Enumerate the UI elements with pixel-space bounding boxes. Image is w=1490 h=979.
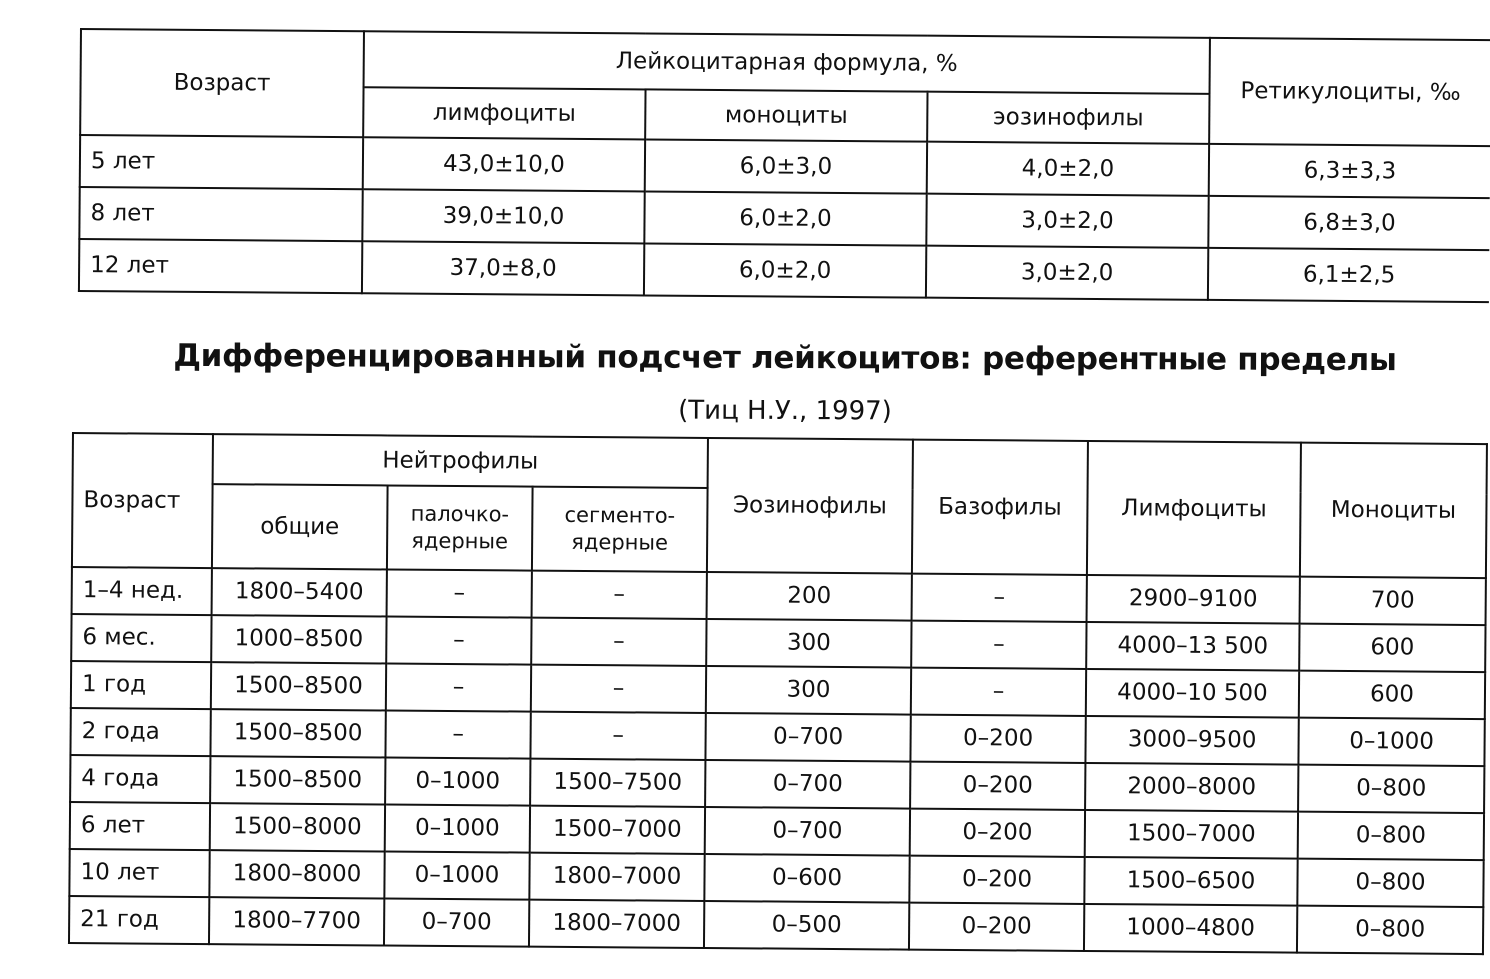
cell-age: 5 лет xyxy=(80,135,363,189)
cell-eosinophils: 0–600 xyxy=(704,854,909,903)
cell-neutrophils-total: 1500–8500 xyxy=(210,709,385,757)
cell-age: 1 год xyxy=(71,661,211,709)
header-monocytes: Моноциты xyxy=(1300,443,1487,578)
cell-eosinophils: 300 xyxy=(706,666,911,715)
cell-lymphocytes: 37,0±8,0 xyxy=(362,241,644,295)
cell-neutrophils-total: 1800–5400 xyxy=(212,568,387,616)
cell-lymphocytes: 43,0±10,0 xyxy=(363,137,645,191)
cell-eosinophils: 200 xyxy=(707,572,912,621)
cell-monocytes: 0–800 xyxy=(1298,765,1484,813)
header-age: Возраст xyxy=(80,29,364,137)
cell-reticulocytes: 6,8±3,0 xyxy=(1208,196,1489,250)
cell-lymphocytes: 1000–4800 xyxy=(1084,904,1297,953)
cell-reticulocytes: 6,1±2,5 xyxy=(1208,248,1489,302)
cell-monocytes: 600 xyxy=(1299,624,1485,672)
cell-neutrophils-total: 1500–8500 xyxy=(211,662,386,710)
header-neutrophils-segmented xyxy=(532,487,708,572)
cell-monocytes: 700 xyxy=(1300,577,1486,625)
cell-basophils: 0–200 xyxy=(910,809,1085,857)
section-title: Дифференцированный подсчет лейкоцитов: референтные пределы xyxy=(173,337,1397,379)
cell-age: 6 лет xyxy=(70,802,210,850)
cell-neutrophils-segmented: 1500–7000 xyxy=(530,806,705,854)
header-neutrophils-band xyxy=(387,485,533,570)
header-neutrophils-total: общие xyxy=(212,484,388,569)
cell-neutrophils-segmented: 1500–7500 xyxy=(530,759,705,807)
cell-lymphocytes: 2000–8000 xyxy=(1085,763,1298,812)
cell-neutrophils-total: 1500–8000 xyxy=(210,803,385,851)
cell-eosinophils: 300 xyxy=(706,619,911,668)
cell-eosinophils: 4,0±2,0 xyxy=(927,142,1209,196)
section-subtitle: (Тиц Н.У., 1997) xyxy=(678,395,892,427)
cell-neutrophils-segmented: – xyxy=(531,665,706,713)
cell-basophils: – xyxy=(911,668,1086,716)
cell-neutrophils-band: – xyxy=(387,569,532,617)
cell-neutrophils-total: 1800–7700 xyxy=(209,897,384,945)
cell-basophils: 0–200 xyxy=(910,762,1085,810)
header-eosinophils: эозинофилы xyxy=(927,92,1209,144)
cell-monocytes: 0–1000 xyxy=(1298,718,1484,766)
header-age: Возраст xyxy=(72,433,213,568)
cell-neutrophils-band: 0–1000 xyxy=(384,851,529,899)
cell-basophils: 0–200 xyxy=(909,903,1084,951)
cell-basophils: 0–200 xyxy=(910,715,1085,763)
header-lymphocytes: Лимфоциты xyxy=(1087,441,1301,577)
header-band-line2: ядерные xyxy=(411,528,509,554)
cell-neutrophils-band: – xyxy=(385,710,530,758)
cell-neutrophils-segmented: – xyxy=(530,712,705,760)
cell-eosinophils: 3,0±2,0 xyxy=(926,246,1208,300)
cell-neutrophils-band: 0–1000 xyxy=(385,804,530,852)
cell-lymphocytes: 3000–9500 xyxy=(1085,716,1298,765)
cell-basophils: 0–200 xyxy=(909,856,1084,904)
table-row xyxy=(69,896,1483,954)
cell-neutrophils-segmented: 1800–7000 xyxy=(529,853,704,901)
cell-age: 8 лет xyxy=(79,187,362,241)
cell-age: 4 года xyxy=(70,755,210,803)
cell-eosinophils: 0–700 xyxy=(705,807,910,856)
cell-lymphocytes: 4000–10 500 xyxy=(1086,669,1299,718)
cell-monocytes: 0–800 xyxy=(1298,812,1484,860)
cell-age: 21 год xyxy=(69,896,209,944)
cell-neutrophils-segmented: – xyxy=(532,571,707,619)
cell-eosinophils: 0–700 xyxy=(705,713,910,762)
cell-lymphocytes: 4000–13 500 xyxy=(1086,622,1299,671)
cell-neutrophils-segmented: – xyxy=(531,618,706,666)
header-monocytes: моноциты xyxy=(645,89,927,141)
cell-monocytes: 0–800 xyxy=(1297,906,1483,954)
cell-age: 6 мес. xyxy=(71,614,211,662)
cell-age: 1–4 нед. xyxy=(72,567,212,615)
header-basophils: Базофилы xyxy=(912,440,1088,575)
cell-neutrophils-total: 1500–8500 xyxy=(210,756,385,804)
cell-age: 12 лет xyxy=(79,239,362,293)
cell-neutrophils-band: – xyxy=(386,616,531,664)
cell-neutrophils-band: 0–700 xyxy=(384,898,529,946)
cell-age: 10 лет xyxy=(69,849,209,897)
cell-lymphocytes: 1500–6500 xyxy=(1084,857,1297,906)
header-seg-line1: сегменто- xyxy=(564,502,676,528)
cell-basophils: – xyxy=(912,574,1087,622)
header-reticulocytes: Ретикулоциты, ‰ xyxy=(1209,38,1490,146)
cell-monocytes: 0–800 xyxy=(1297,859,1483,907)
header-band-line1: палочко- xyxy=(410,501,510,527)
cell-neutrophils-total: 1000–8500 xyxy=(211,615,386,663)
cell-basophils: – xyxy=(911,621,1086,669)
cell-neutrophils-band: – xyxy=(386,663,531,711)
cell-monocytes: 6,0±3,0 xyxy=(645,139,927,193)
cell-monocytes: 6,0±2,0 xyxy=(644,243,926,297)
cell-eosinophils: 0–500 xyxy=(704,901,909,950)
leukocyte-formula-table xyxy=(78,28,1490,303)
header-lymphocytes: лимфоциты xyxy=(363,87,645,139)
differential-count-table xyxy=(68,432,1488,955)
cell-eosinophils: 0–700 xyxy=(705,760,910,809)
header-seg-line2: ядерные xyxy=(571,529,669,555)
table-row xyxy=(79,239,1489,302)
cell-lymphocytes: 1500–7000 xyxy=(1085,810,1298,859)
cell-neutrophils-total: 1800–8000 xyxy=(209,850,384,898)
cell-lymphocytes: 2900–9100 xyxy=(1087,575,1300,624)
cell-monocytes: 6,0±2,0 xyxy=(644,191,926,245)
cell-neutrophils-band: 0–1000 xyxy=(385,757,530,805)
cell-monocytes: 600 xyxy=(1299,671,1485,719)
cell-reticulocytes: 6,3±3,3 xyxy=(1209,144,1490,198)
cell-lymphocytes: 39,0±10,0 xyxy=(362,189,644,243)
cell-neutrophils-segmented: 1800–7000 xyxy=(529,900,704,948)
cell-age: 2 года xyxy=(70,708,210,756)
header-neutrophils: Нейтрофилы xyxy=(213,434,708,488)
header-leukocyte-formula: Лейкоцитарная формула, % xyxy=(364,31,1210,94)
cell-eosinophils: 3,0±2,0 xyxy=(926,194,1208,248)
header-eosinophils: Эозинофилы xyxy=(707,438,913,574)
